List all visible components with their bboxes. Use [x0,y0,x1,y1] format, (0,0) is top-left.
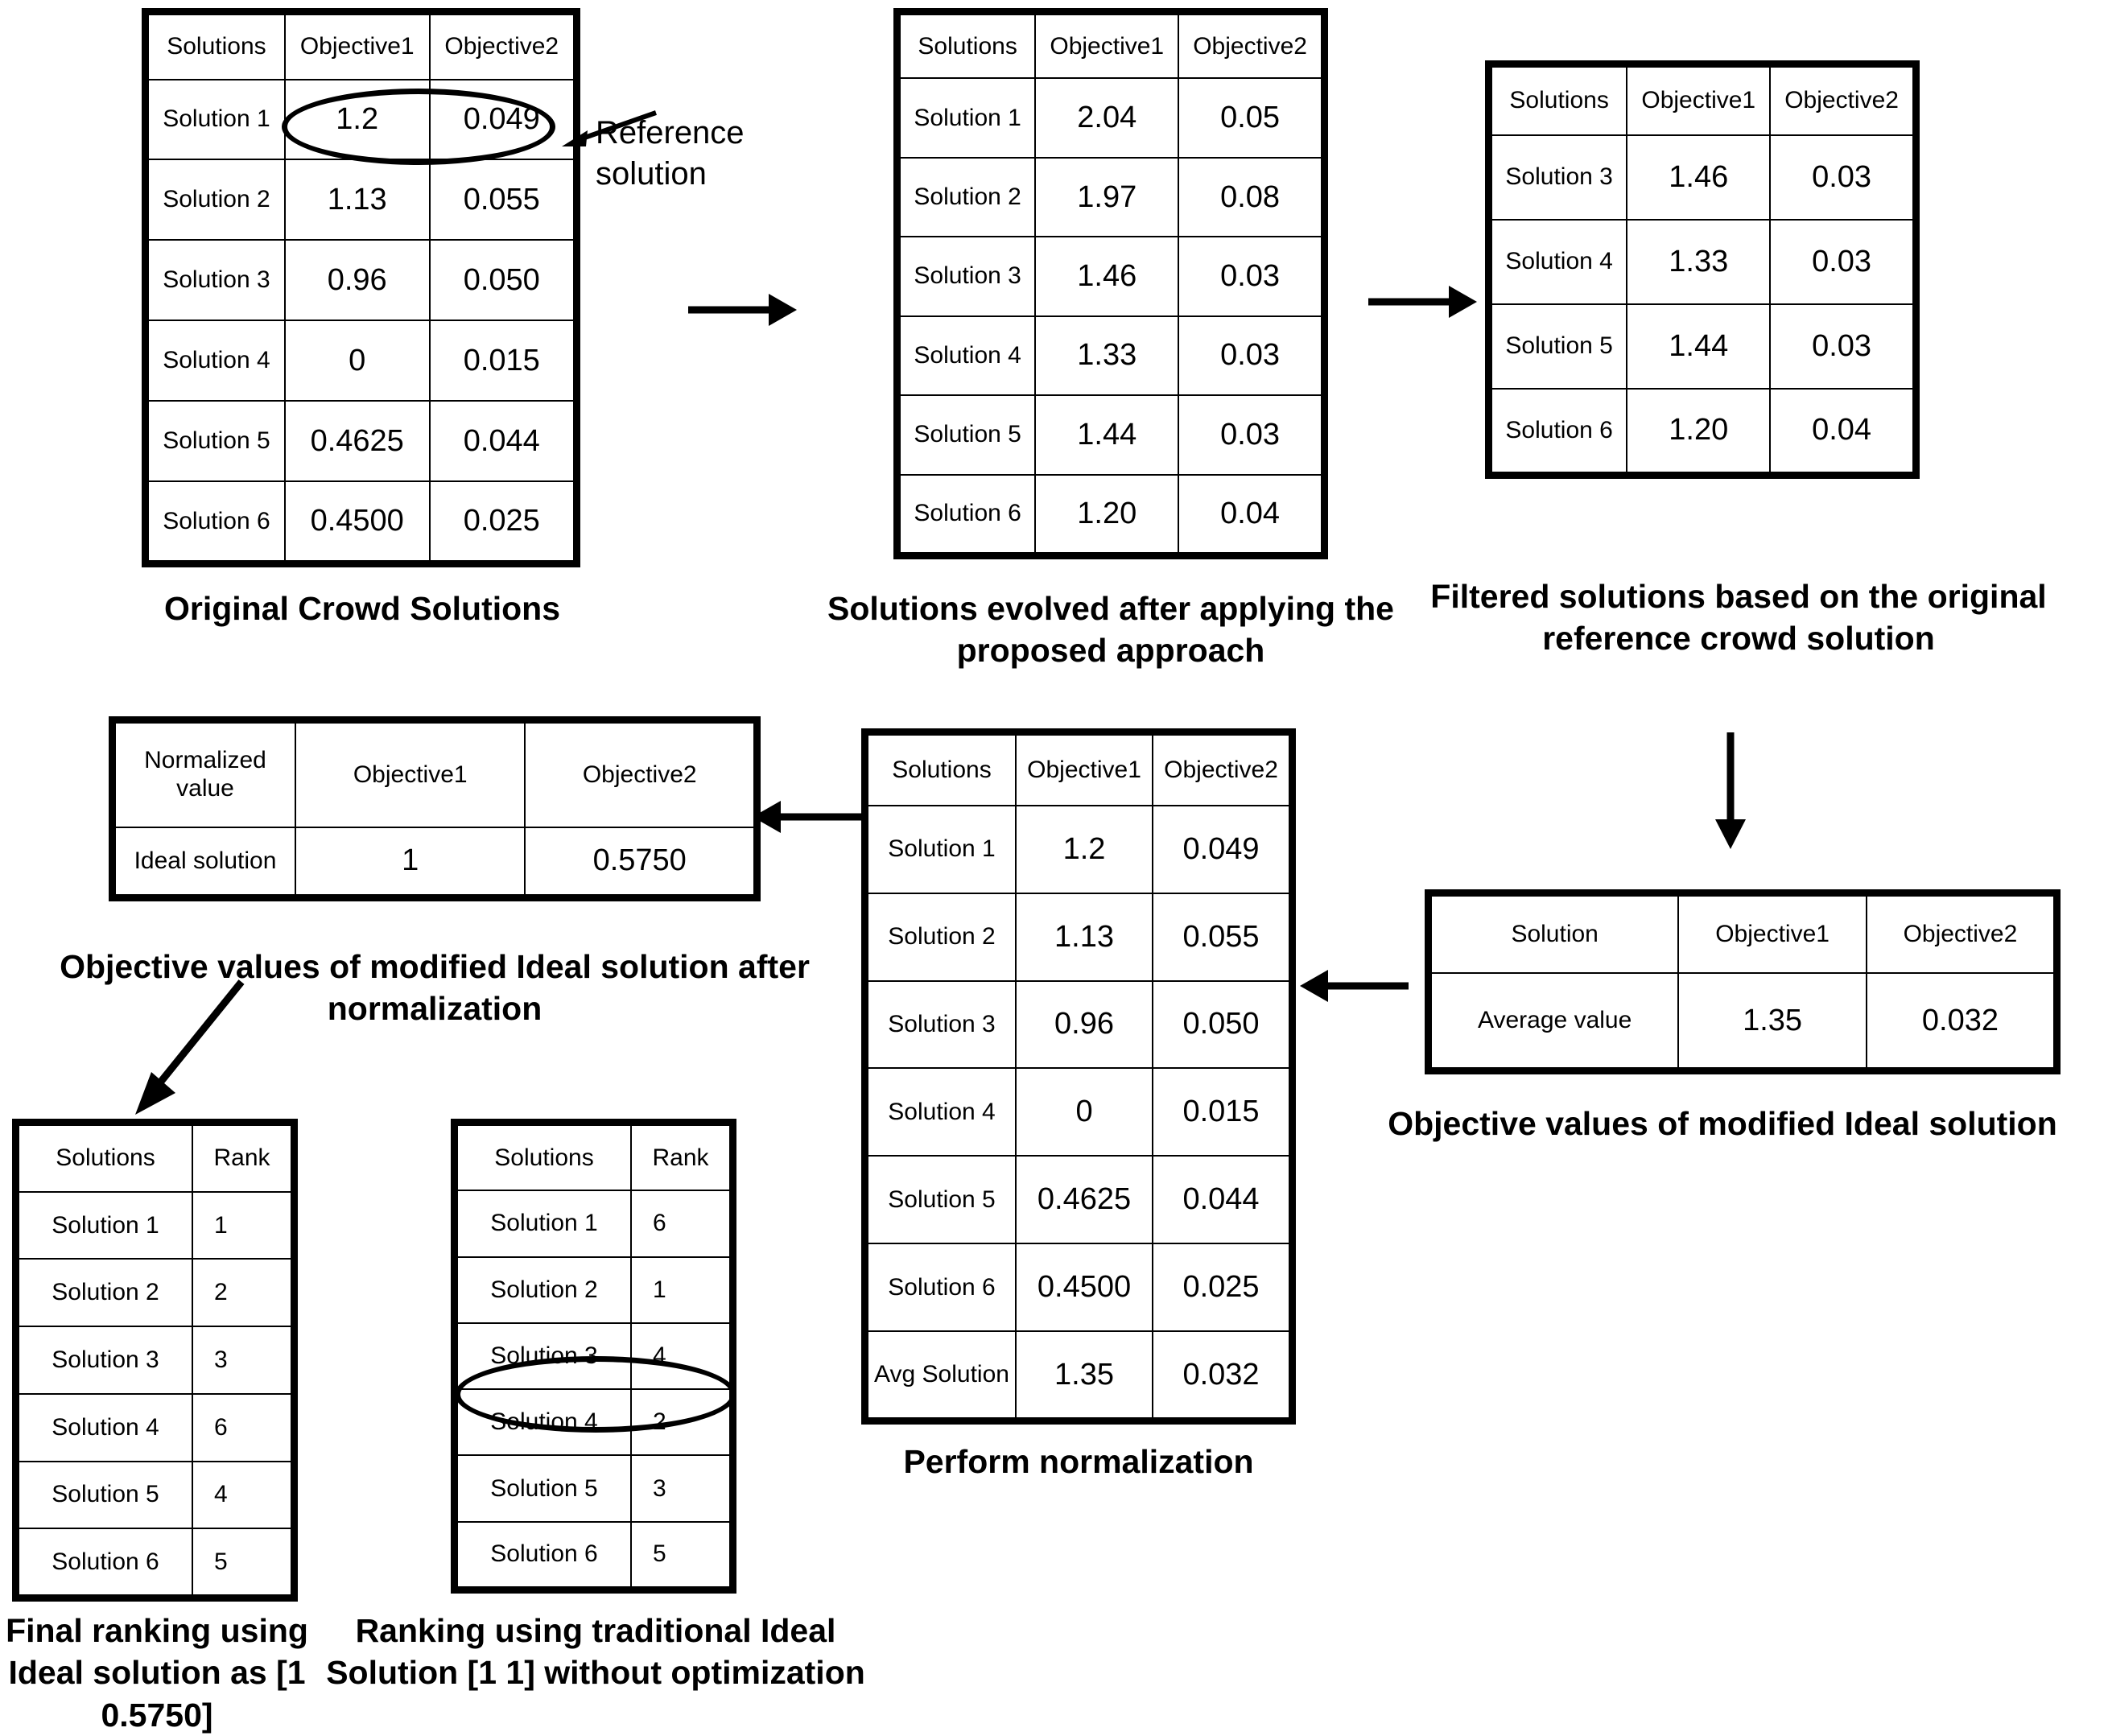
cell-objective1: 1.13 [1016,893,1153,981]
table-final-ranking [12,1119,298,1602]
cell-objective1: 1.46 [1035,237,1178,315]
cell-objective2: 0.04 [1178,475,1321,552]
cell-objective2: 0.044 [430,401,573,481]
cell-solution: Solution 3 [901,237,1035,315]
cell-rank: 2 [631,1389,729,1455]
cell-objective2: 0.08 [1178,158,1321,237]
cell-objective1: 0.4500 [285,481,430,560]
cell-objective2: 0.049 [430,80,573,160]
cell-objective1: 1.44 [1035,395,1178,474]
table-row [868,1243,1289,1331]
table-header-row [19,1126,291,1192]
col-solutions: Solutions [1492,68,1627,135]
cell-objective2: 0.025 [1153,1243,1289,1331]
caption-evolved-solutions: Solutions evolved after applying the proposed approach [827,590,1394,670]
cell-objective1: 2.04 [1035,78,1178,157]
col-rank: Rank [192,1126,291,1192]
table-header-row [458,1126,729,1190]
cell-solution: Ideal solution [116,827,295,894]
cell-rank: 6 [192,1394,291,1462]
arrow-step5-to-step6 [749,793,861,841]
table-row [868,893,1289,981]
table-header-row [868,736,1289,806]
table-row [19,1259,291,1326]
reference-solution-label: Reference solution [596,115,745,192]
cell-objective2: 0.05 [1178,78,1321,157]
cell-objective2: 0.03 [1178,237,1321,315]
cell-solution: Solution 2 [868,893,1016,981]
cell-objective1: 1.20 [1035,475,1178,552]
cell-objective2: 0.050 [1153,981,1289,1069]
table-header-row [901,15,1321,78]
cell-solution: Solution 5 [868,1156,1016,1243]
table-row [19,1528,291,1594]
cell-objective2: 0.03 [1178,316,1321,395]
table-row [149,481,573,560]
table-row [458,1190,729,1256]
cell-objective2: 0.5750 [525,827,753,894]
cell-solution: Solution 5 [1492,304,1627,389]
cell-objective2: 0.015 [1153,1068,1289,1156]
cell-solution: Solution 4 [901,316,1035,395]
caption-final-ranking: Final ranking using Ideal solution as [1 0.5750] [6,1612,308,1734]
cell-objective2: 0.055 [1153,893,1289,981]
caption-traditional-ranking: Ranking using traditional Ideal Solution [1 1] without optimization [326,1612,865,1692]
cell-objective2: 0.032 [1153,1331,1289,1417]
table-row [458,1257,729,1323]
cell-rank: 4 [192,1462,291,1529]
col-objective1: Objective1 [1678,897,1867,973]
table-modified-ideal-solution [1425,889,2061,1074]
table-row [1492,304,1912,389]
cell-objective1: 0.4500 [1016,1243,1153,1331]
cell-solution: Solution 6 [458,1522,631,1586]
cell-solution: Solution 6 [149,481,285,560]
col-objective2: Objective2 [1178,15,1321,78]
cell-objective1: 0.4625 [1016,1156,1153,1243]
cell-solution: Solution 3 [1492,135,1627,220]
cell-solution: Solution 4 [458,1389,631,1455]
table-header-row [116,724,753,827]
cell-objective1: 1.97 [1035,158,1178,237]
cell-objective2: 0.049 [1153,806,1289,893]
table-row [458,1522,729,1586]
cell-objective2: 0.044 [1153,1156,1289,1243]
col-objective1: Objective1 [285,15,430,80]
cell-solution: Solution 4 [19,1394,192,1462]
cell-objective2: 0.03 [1178,395,1321,474]
cell-objective1: 1.33 [1035,316,1178,395]
cell-objective1: 0.96 [285,240,430,320]
table-row [901,475,1321,552]
cell-objective2: 0.025 [430,481,573,560]
table-header-row [1492,68,1912,135]
cell-solution: Solution 5 [149,401,285,481]
cell-solution: Solution 2 [19,1259,192,1326]
col-objective2: Objective2 [1770,68,1912,135]
cell-objective1: 1.20 [1627,389,1770,472]
caption-modified-ideal-solution: Objective values of modified Ideal solution [1388,1105,2057,1142]
table-row-avg [868,1331,1289,1417]
cell-solution: Solution 5 [901,395,1035,474]
cell-solution: Solution 4 [868,1068,1016,1156]
cell-solution: Solution 3 [149,240,285,320]
cell-objective1: 1.13 [285,159,430,240]
cell-objective1: 1 [295,827,525,894]
cell-rank: 6 [631,1190,729,1256]
col-objective2: Objective2 [525,724,753,827]
col-solutions: Solutions [19,1126,192,1192]
caption-normalized-ideal-solution: Objective values of modified Ideal solution after normalization [60,948,810,1028]
table-row [149,401,573,481]
cell-objective2: 0.03 [1770,220,1912,304]
col-solutions: Solutions [149,15,285,80]
cell-objective2: 0.015 [430,320,573,401]
cell-objective1: 1.35 [1678,973,1867,1067]
table-row [19,1394,291,1462]
table-perform-normalization [861,728,1296,1425]
table-row [458,1323,729,1389]
table-row [149,80,573,160]
arrow-step1-to-step2 [688,286,801,334]
cell-solution: Avg Solution [868,1331,1016,1417]
table-row [868,981,1289,1069]
table-row [901,158,1321,237]
table-row [149,320,573,401]
cell-rank: 5 [192,1528,291,1594]
cell-objective1: 1.2 [285,80,430,160]
cell-objective1: 1.33 [1627,220,1770,304]
table-row [19,1462,291,1529]
col-solutions: Solutions [901,15,1035,78]
cell-objective1: 0 [1016,1068,1153,1156]
cell-objective1: 0.4625 [285,401,430,481]
table-original-crowd-solutions [142,8,580,567]
col-objective2: Objective2 [1153,736,1289,806]
cell-objective2: 0.03 [1770,135,1912,220]
caption-perform-normalization: Perform normalization [903,1443,1254,1480]
cell-objective1: 1.44 [1627,304,1770,389]
table-header-row [1432,897,2053,973]
table-row [1492,389,1912,472]
cell-solution: Solution 3 [868,981,1016,1069]
cell-solution: Solution 5 [19,1462,192,1529]
arrow-step4-to-step5 [1296,962,1409,1010]
table-row [458,1455,729,1521]
cell-objective2: 0.050 [430,240,573,320]
cell-objective1: 1.2 [1016,806,1153,893]
col-solutions: Solutions [868,736,1016,806]
col-normalized-value: Normalized value [116,724,295,827]
cell-solution: Solution 3 [458,1323,631,1389]
arrow-step2-to-step3 [1368,278,1481,326]
cell-solution: Solution 4 [149,320,285,401]
table-row [901,316,1321,395]
cell-solution: Solution 6 [19,1528,192,1594]
col-solution: Solution [1432,897,1678,973]
cell-solution: Solution 4 [1492,220,1627,304]
col-objective1: Objective1 [295,724,525,827]
cell-solution: Solution 6 [868,1243,1016,1331]
col-objective1: Objective1 [1627,68,1770,135]
cell-solution: Solution 3 [19,1326,192,1394]
cell-solution: Solution 2 [149,159,285,240]
cell-solution: Solution 6 [1492,389,1627,472]
cell-solution-label: Average value [1478,1006,1632,1033]
cell-solution: Solution 1 [901,78,1035,157]
cell-solution: Solution 5 [458,1455,631,1521]
table-row [116,827,753,894]
table-row [1492,220,1912,304]
col-objective2: Objective2 [430,15,573,80]
col-objective1: Objective1 [1035,15,1178,78]
cell-solution [1432,973,1678,1067]
table-row [19,1326,291,1394]
caption-filtered-solutions: Filtered solutions based on the original reference crowd solution [1430,578,2047,658]
cell-objective2: 0.032 [1867,973,2053,1067]
arrow-step3-to-step4 [1706,732,1755,853]
table-normalized-ideal-solution [109,716,761,901]
table-row [149,240,573,320]
table-filtered-solutions [1485,60,1920,479]
col-objective2: Objective2 [1867,897,2053,973]
cell-rank: 3 [631,1455,729,1521]
cell-objective2: 0.04 [1770,389,1912,472]
cell-rank: 5 [631,1522,729,1586]
cell-objective1: 0 [285,320,430,401]
col-objective1: Objective1 [1016,736,1153,806]
cell-objective2: 0.03 [1770,304,1912,389]
arrow-step6-to-step7 [121,974,266,1127]
cell-rank: 2 [192,1259,291,1326]
cell-solution: Solution 2 [458,1257,631,1323]
table-row [1432,973,2053,1067]
cell-rank: 4 [631,1323,729,1389]
col-rank: Rank [631,1126,729,1190]
cell-objective2: 0.055 [430,159,573,240]
table-row [901,395,1321,474]
cell-objective1: 1.35 [1016,1331,1153,1417]
cell-rank: 1 [631,1257,729,1323]
table-row [149,159,573,240]
cell-solution: Solution 2 [901,158,1035,237]
cell-solution: Solution 6 [901,475,1035,552]
table-header-row [149,15,573,80]
cell-solution: Solution 1 [458,1190,631,1256]
cell-rank: 1 [192,1192,291,1260]
table-traditional-ranking [451,1119,736,1594]
table-evolved-solutions [893,8,1328,559]
table-row [901,237,1321,315]
table-row [868,1156,1289,1243]
cell-objective1: 1.46 [1627,135,1770,220]
table-row-highlighted [458,1389,729,1455]
caption-original-crowd-solutions: Original Crowd Solutions [164,590,560,627]
table-row [868,1068,1289,1156]
cell-rank: 3 [192,1326,291,1394]
cell-solution: Solution 1 [149,80,285,160]
cell-solution: Solution 1 [868,806,1016,893]
cell-solution: Solution 1 [19,1192,192,1260]
col-solutions: Solutions [458,1126,631,1190]
table-row [19,1192,291,1260]
cell-objective1: 0.96 [1016,981,1153,1069]
table-row [868,806,1289,893]
table-row [901,78,1321,157]
table-row [1492,135,1912,220]
